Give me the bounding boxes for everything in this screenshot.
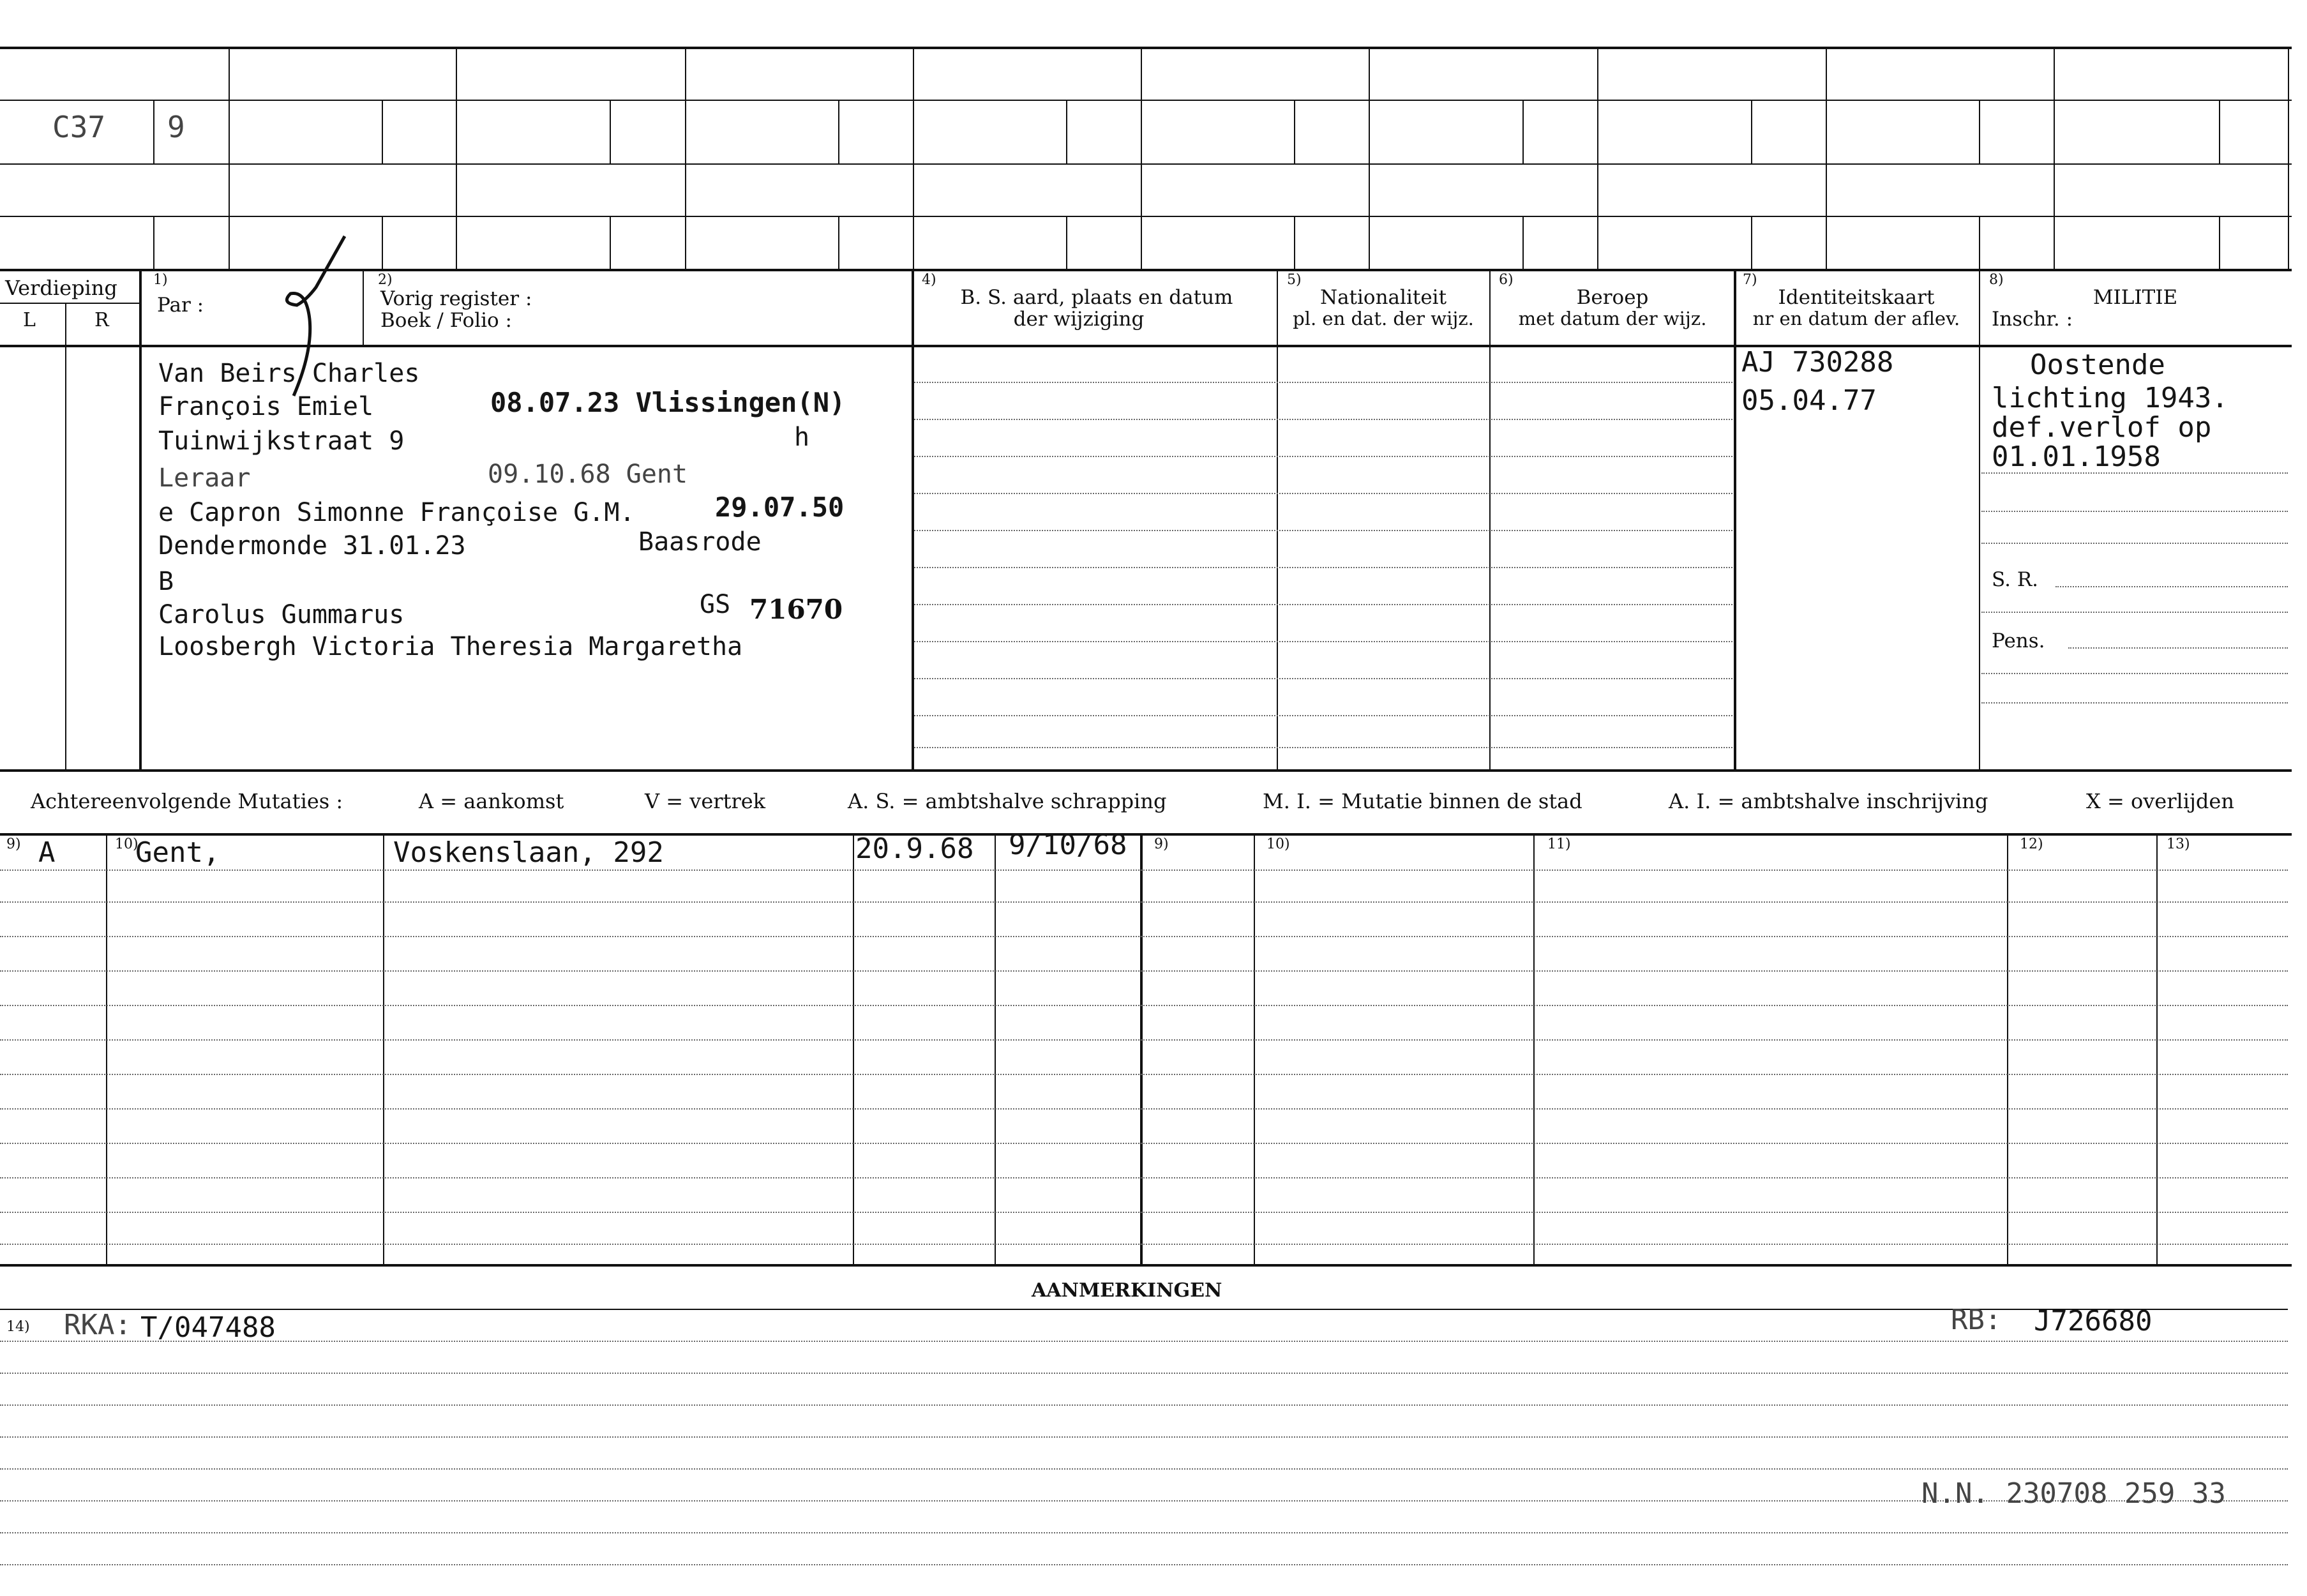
sr-label: S. R. (1992, 568, 2039, 591)
legend-overlijden: X = overlijden (2086, 789, 2234, 813)
person-address: Tuinwijkstraat 9 (158, 426, 405, 456)
col4-num: 4) (922, 272, 936, 288)
identiteitskaart-sub-label: nr en datum der aflev. (1752, 308, 1960, 329)
legend-ambtshalve-schrapping: A. S. = ambtshalve schrapping (848, 789, 1167, 813)
person-name-line1: Van Beirs Charles (158, 359, 420, 388)
nationaliteit-sub-label: pl. en dat. der wijz. (1293, 308, 1474, 329)
legend-mutatie-binnen-stad: M. I. = Mutatie binnen de stad (1263, 789, 1582, 813)
vorig-register-label: Vorig register : (380, 287, 532, 310)
national-number: N.N. 230708 259 33 (1921, 1477, 2226, 1510)
legend-title: Achtereenvolgende Mutaties : (31, 789, 343, 813)
person-spouse-other: Baasrode (638, 527, 762, 557)
mut-col9-num: 9) (6, 836, 21, 852)
mut-row1-city: Gent, (135, 836, 220, 869)
nationaliteit-label: Nationaliteit (1319, 286, 1447, 309)
rb-label: RB: (1951, 1304, 2002, 1336)
pens-label: Pens. (1992, 629, 2045, 652)
top-grid-number: 9 (167, 110, 185, 144)
person-gs-number: 71670 (749, 594, 843, 625)
wijziging-label: der wijziging (1013, 308, 1145, 331)
mut-col13-num: 13) (2167, 836, 2190, 852)
mut-row1-date1: 20.9.68 (855, 832, 974, 865)
person-profession-date: 09.10.68 Gent (488, 460, 688, 489)
col5-num: 5) (1287, 272, 1302, 288)
mut-col11-num: 11) (1547, 836, 1571, 852)
militie-label: MILITIE (2093, 286, 2178, 309)
legend-vertrek: V = vertrek (645, 789, 766, 813)
col1-num: 1) (153, 272, 168, 288)
mut-col9b-num: 9) (1154, 836, 1169, 852)
person-line7: B (158, 567, 174, 596)
mut-col10-num: 10) (115, 836, 139, 852)
militie-place: Oostende (2030, 349, 2165, 381)
mut-row1-type: A (38, 836, 56, 869)
beroep-label: Beroep (1576, 286, 1649, 309)
person-gs-label: GS (700, 590, 731, 619)
person-spouse: e Capron Simonne Françoise G.M. (158, 498, 635, 527)
person-profession: Leraar (158, 463, 251, 493)
person-address-mark: h (794, 423, 810, 452)
person-spouse-birth: Dendermonde 31.01.23 (158, 531, 466, 561)
id-card-number: AJ 730288 (1741, 346, 1894, 379)
col-r-label: R (94, 309, 109, 331)
rka-value: T/047488 (140, 1311, 276, 1344)
person-mother: Loosbergh Victoria Theresia Margaretha (158, 632, 743, 661)
bs-aard-label: B. S. aard, plaats en datum (960, 286, 1233, 309)
identiteitskaart-label: Identiteitskaart (1778, 286, 1935, 309)
col-l-label: L (23, 309, 36, 331)
inschr-label: Inschr. : (1992, 308, 2073, 331)
person-birth: 08.07.23 Vlissingen(N) (490, 387, 846, 418)
militie-date: 01.01.1958 (1992, 440, 2161, 473)
mut-col10b-num: 10) (1266, 836, 1290, 852)
verdieping-label: Verdieping (5, 276, 117, 300)
mut-row1-date2: 9/10/68 (1009, 829, 1127, 861)
militie-verlof: def.verlof op (1992, 411, 2212, 444)
id-card-date: 05.04.77 (1741, 384, 1877, 417)
remarks-title: AANMERKINGEN (1032, 1279, 1222, 1302)
col7-num: 7) (1743, 272, 1757, 288)
mut-row1-street: Voskenslaan, 292 (393, 836, 664, 869)
col8-num: 8) (1989, 272, 2004, 288)
remarks-num: 14) (6, 1319, 30, 1335)
rb-value: J726680 (2034, 1305, 2153, 1337)
boek-folio-label: Boek / Folio : (380, 309, 512, 332)
rka-label: RKA: (64, 1309, 132, 1341)
person-name-line2: François Emiel (158, 392, 374, 421)
par-label: Par : (157, 294, 204, 317)
top-grid-code: C37 (52, 110, 106, 144)
legend-aankomst: A = aankomst (419, 789, 564, 813)
mut-col12-num: 12) (2020, 836, 2043, 852)
col6-num: 6) (1499, 272, 1514, 288)
militie-lichting: lichting 1943. (1992, 382, 2228, 414)
legend-ambtshalve-inschrijving: A. I. = ambtshalve inschrijving (1669, 789, 1988, 813)
col2-num: 2) (378, 272, 393, 288)
beroep-sub-label: met datum der wijz. (1518, 308, 1707, 329)
person-father: Carolus Gummarus (158, 600, 405, 629)
person-marriage-date: 29.07.50 (715, 492, 845, 523)
